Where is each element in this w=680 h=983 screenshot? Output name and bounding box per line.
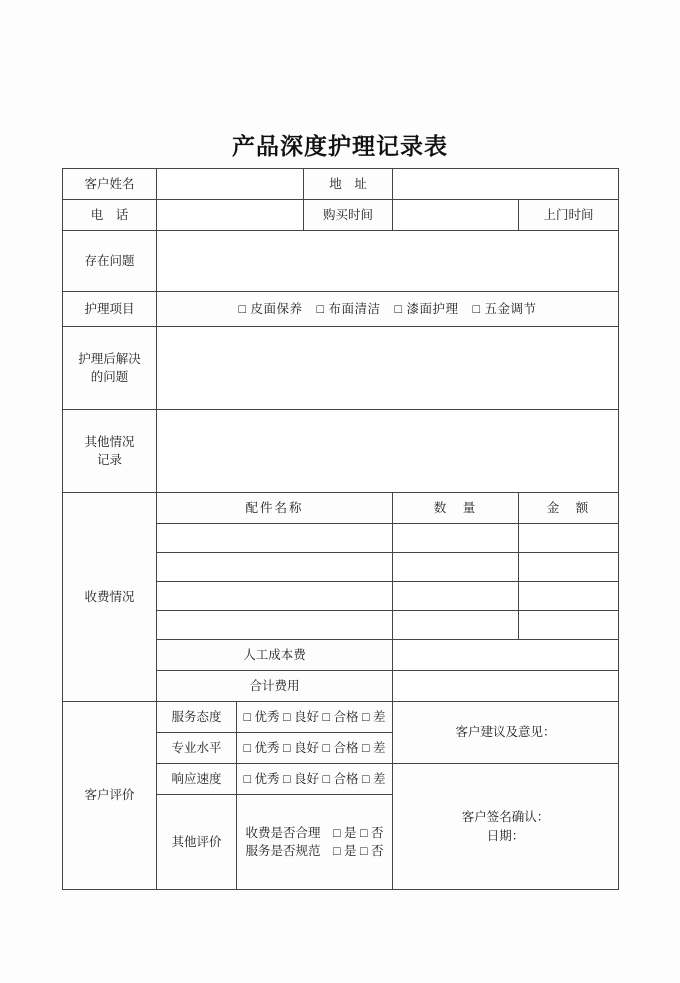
part-quantity-1[interactable]: [393, 524, 519, 553]
total-cost-label: 合计费用: [157, 671, 393, 702]
other-eval-item-fee-reasonable[interactable]: 收费是否合理 □ 是 □ 否: [245, 825, 384, 840]
charge-label: 收费情况: [63, 493, 157, 702]
part-quantity-3[interactable]: [393, 582, 519, 611]
part-name-2[interactable]: [157, 553, 393, 582]
care-option-fabric[interactable]: □ 布面清洁: [316, 301, 381, 316]
page-title: 产品深度护理记录表: [232, 133, 448, 159]
quantity-header: 数 量: [393, 493, 519, 524]
other-eval-options[interactable]: [237, 795, 393, 890]
table-row-contact: [63, 200, 619, 231]
part-name-1[interactable]: [157, 524, 393, 553]
part-amount-1[interactable]: [519, 524, 619, 553]
other-record-value[interactable]: [157, 410, 619, 493]
care-option-paint[interactable]: □ 漆面护理: [394, 301, 459, 316]
signature-block: [393, 764, 619, 890]
customer-name-label: 客户姓名: [63, 169, 157, 200]
total-cost-value[interactable]: [393, 671, 619, 702]
solved-problem-value[interactable]: [157, 327, 619, 410]
care-record-form: [62, 168, 619, 890]
date-label: 日期：: [486, 828, 525, 843]
part-name-4[interactable]: [157, 611, 393, 640]
solved-problem-label: [63, 327, 157, 410]
table-row-other-record: [63, 410, 619, 493]
table-row-customer: [63, 169, 619, 200]
labor-cost-label: 人工成本费: [157, 640, 393, 671]
part-quantity-4[interactable]: [393, 611, 519, 640]
part-amount-2[interactable]: [519, 553, 619, 582]
signature-label: 客户签名确认：: [461, 810, 550, 825]
purchase-time-value[interactable]: [393, 200, 519, 231]
eval-criterion-label-1: 专业水平: [157, 733, 237, 764]
solved-problem-label-line1: 护理后解决: [78, 351, 141, 366]
part-quantity-2[interactable]: [393, 553, 519, 582]
existing-problem-value[interactable]: [157, 231, 619, 292]
labor-cost-value[interactable]: [393, 640, 619, 671]
other-eval-label: 其他评价: [157, 795, 237, 890]
other-eval-item-service-standard[interactable]: 服务是否规范 □ 是 □ 否: [245, 844, 384, 858]
evaluation-section-label: 客户评价: [63, 702, 157, 890]
visit-time-label: 上门时间: [519, 200, 619, 231]
table-row-existing-problem: [63, 231, 619, 292]
solved-problem-label-line2: 的问题: [90, 370, 129, 384]
address-value[interactable]: [393, 169, 619, 200]
other-record-label: [63, 410, 157, 493]
parts-name-header: 配件名称: [157, 493, 393, 524]
eval-criterion-label-2: 响应速度: [157, 764, 237, 795]
eval-criterion-label-0: 服务态度: [157, 702, 237, 733]
care-option-hardware[interactable]: □ 五金调节: [472, 301, 537, 316]
purchase-time-label: 购买时间: [304, 200, 393, 231]
care-options-group[interactable]: [157, 292, 619, 327]
table-row-parts-header: [63, 493, 619, 524]
address-label: 地 址: [304, 169, 393, 200]
amount-header: 金 额: [519, 493, 619, 524]
part-amount-3[interactable]: [519, 582, 619, 611]
table-row-solved-problem: [63, 327, 619, 410]
eval-criterion-options-2[interactable]: □ 优秀 □ 良好 □ 合格 □ 差: [237, 764, 393, 795]
eval-criterion-options-0[interactable]: □ 优秀 □ 良好 □ 合格 □ 差: [237, 702, 393, 733]
part-amount-4[interactable]: [519, 611, 619, 640]
care-item-label: 护理项目: [63, 292, 157, 327]
eval-criterion-options-1[interactable]: □ 优秀 □ 良好 □ 合格 □ 差: [237, 733, 393, 764]
part-name-3[interactable]: [157, 582, 393, 611]
customer-name-value[interactable]: [157, 169, 304, 200]
phone-value[interactable]: [157, 200, 304, 231]
other-record-label-line1: 其他情况: [84, 434, 135, 449]
other-record-label-line2: 记录: [96, 453, 122, 467]
phone-label: 电 话: [63, 200, 157, 231]
existing-problem-label: 存在问题: [63, 231, 157, 292]
table-row-eval-service-attitude: [63, 702, 619, 733]
table-row-care-items: [63, 292, 619, 327]
care-option-leather[interactable]: □ 皮面保养: [238, 301, 303, 316]
customer-suggestion-label: 客户建议及意见：: [393, 702, 619, 764]
